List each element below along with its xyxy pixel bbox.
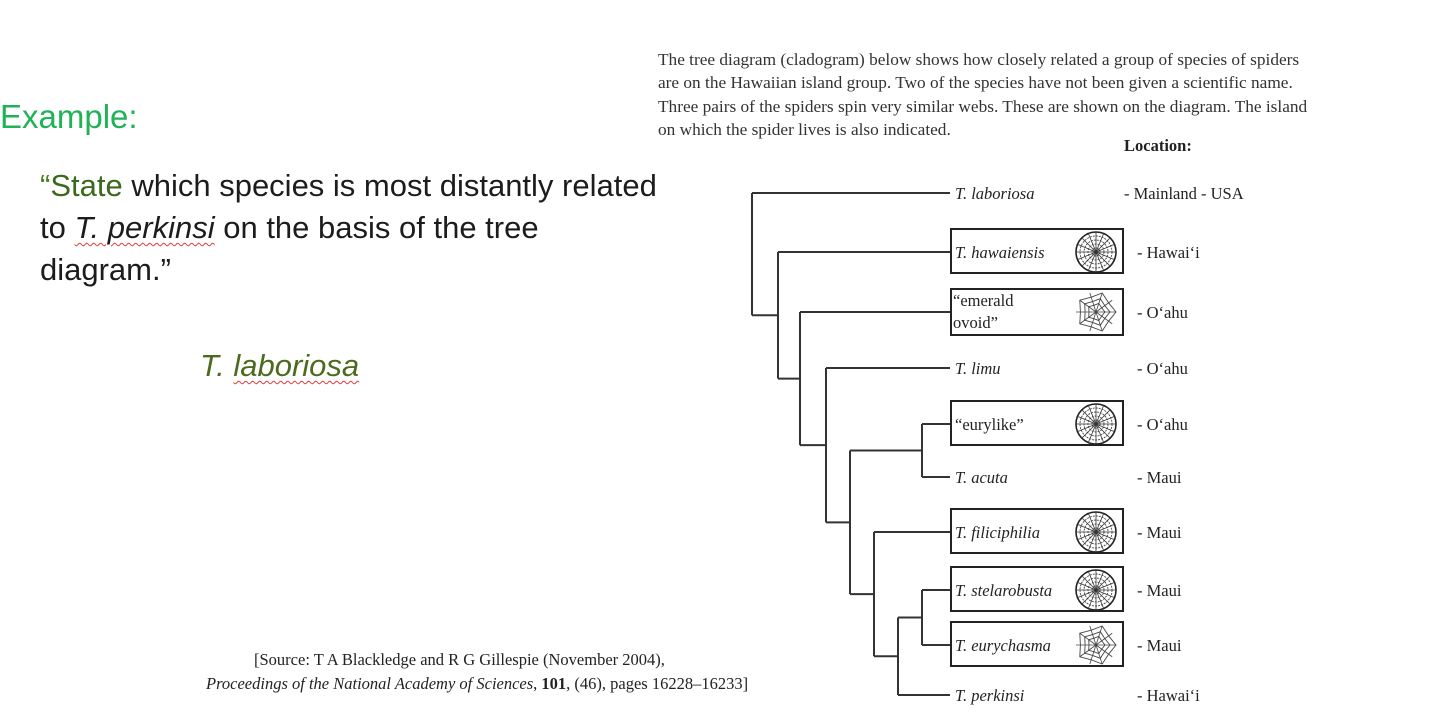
location-heading: Location: <box>1124 136 1192 155</box>
taxon-location: - Maui <box>1137 636 1182 655</box>
source-comma: , <box>533 674 542 693</box>
source-citation <box>206 648 748 696</box>
taxon-name: T. acuta <box>955 468 1008 487</box>
taxon-name: T. hawaiensis <box>955 243 1045 262</box>
taxon-location: - Maui <box>1137 523 1182 542</box>
answer-name: laboriosa <box>233 348 360 383</box>
taxon-name: T. eurychasma <box>955 636 1051 655</box>
source-line-2 <box>206 672 748 696</box>
source-rest: , (46), pages 16228–16233] <box>566 674 749 693</box>
taxon-location: - Maui <box>1137 581 1182 600</box>
taxon-location: - Maui <box>1137 468 1182 487</box>
taxon-name: T. limu <box>955 359 1001 378</box>
sheet-web-icon <box>1076 626 1116 664</box>
question-part-1: which species is most distantly related to <box>40 168 657 245</box>
description-line: Three pairs of the spiders spin very similar webs. These are shown on the diagram. The island <box>658 96 1308 116</box>
taxon-location: - Hawai‘i <box>1137 686 1200 705</box>
taxon-name: T. laboriosa <box>955 184 1035 203</box>
example-heading: Example: <box>0 98 138 135</box>
orb-web-icon <box>1076 404 1116 444</box>
taxon-location: - Mainland - USA <box>1124 184 1244 203</box>
question-species: T. perkinsi <box>74 210 215 245</box>
taxon-name: T. filiciphilia <box>955 523 1040 542</box>
taxon-name: “eurylike” <box>955 415 1024 434</box>
source-line-1: [Source: T A Blackledge and R G Gillespie (November 2004), <box>254 650 665 669</box>
description-line: on which the spider lives is also indicated. <box>658 119 951 139</box>
source-volume: 101 <box>541 674 567 693</box>
taxon-location: - O‘ahu <box>1137 415 1188 434</box>
taxon-name: T. perkinsi <box>955 686 1025 705</box>
orb-web-icon <box>1076 232 1116 272</box>
sheet-web-icon <box>1076 293 1116 331</box>
taxon-location: - O‘ahu <box>1137 303 1188 322</box>
description-line: The tree diagram (cladogram) below shows how closely related a group of species of spiders <box>658 50 1300 69</box>
question-open-quote: “ <box>40 168 51 203</box>
taxon-name: T. stelarobusta <box>955 581 1053 600</box>
taxon-location: - O‘ahu <box>1137 359 1188 378</box>
orb-web-icon <box>1076 570 1116 610</box>
answer-prefix: T. <box>200 348 234 383</box>
question-part-2: on the basis of the tree diagram.” <box>40 210 539 287</box>
taxon-location: - Hawai‘i <box>1137 243 1200 262</box>
source-journal: Proceedings of the National Academy of Sciences <box>206 674 534 693</box>
orb-web-icon <box>1076 512 1116 552</box>
description-line: are on the Hawaiian island group. Two of the species have not been given a scientific name. <box>658 73 1293 93</box>
question-state-word: State <box>50 168 123 203</box>
taxon-name: “emerald ovoid” <box>953 291 1014 332</box>
